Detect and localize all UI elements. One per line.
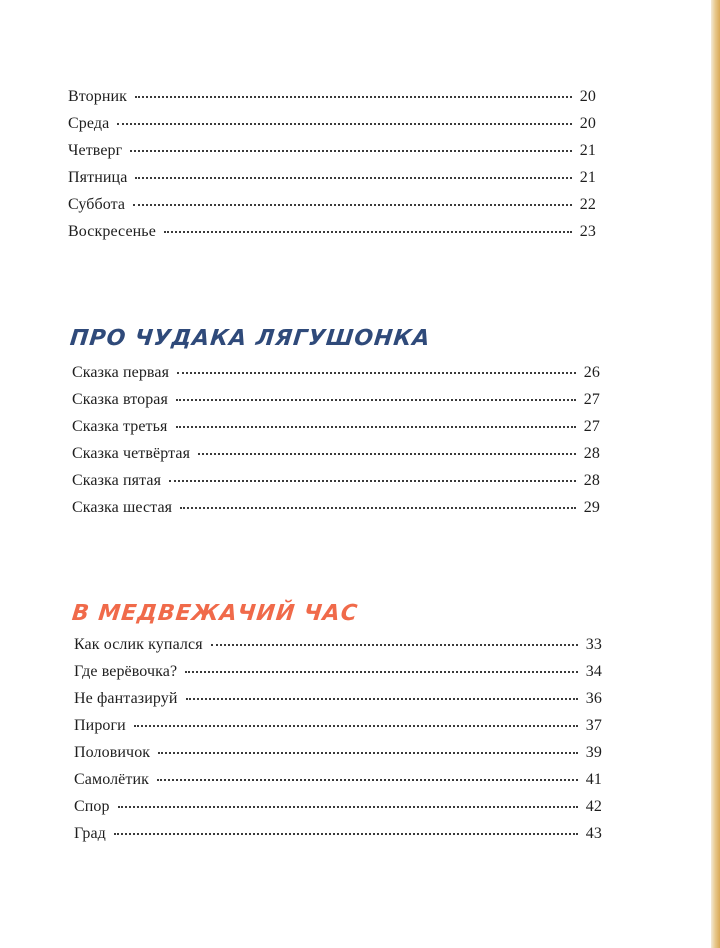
toc-entry[interactable] [72, 472, 600, 499]
toc-entry[interactable] [74, 771, 602, 798]
dot-leader [135, 177, 571, 179]
dot-leader [114, 833, 578, 835]
toc-entry-title: Среда [68, 115, 110, 132]
toc-entry-page: 29 [583, 499, 600, 516]
toc-entry-title: Пятница [68, 169, 128, 186]
toc-entry-page: 28 [583, 472, 600, 489]
dot-leader [169, 480, 576, 482]
toc-entry[interactable] [68, 223, 596, 250]
toc-entry-page: 23 [579, 223, 596, 240]
section-title-bear-hour: В МЕДВЕЖАЧИЙ ЧАС [70, 601, 360, 626]
toc-entry-page: 27 [583, 391, 600, 408]
toc-entry[interactable] [68, 142, 596, 169]
section-title-frog: ПРО ЧУДАКА ЛЯГУШОНКА [68, 326, 432, 351]
dot-leader [157, 779, 578, 781]
toc-entry-page: 21 [579, 142, 596, 159]
toc-entry[interactable] [72, 391, 600, 418]
toc-entry-title: Самолётик [74, 771, 150, 788]
dot-leader [130, 150, 571, 152]
toc-entry-title: Воскресенье [68, 223, 156, 240]
toc-entry[interactable] [74, 798, 602, 825]
dot-leader [117, 123, 571, 125]
toc-entry-page: 41 [585, 771, 602, 788]
toc-entry[interactable] [72, 418, 600, 445]
toc-entry-title: Четверг [68, 142, 123, 159]
toc-entry[interactable] [72, 364, 600, 391]
toc-entry-page: 22 [579, 196, 596, 213]
toc-entry-page: 21 [579, 169, 596, 186]
toc-entry-title: Сказка вторая [72, 391, 168, 408]
toc-entry-title: Пироги [74, 717, 126, 734]
toc-entry-page: 20 [579, 88, 596, 105]
toc-entry-title: Суббота [68, 196, 126, 213]
toc-entry-title: Сказка пятая [72, 472, 162, 489]
toc-entry[interactable] [74, 690, 602, 717]
dot-leader [180, 507, 576, 509]
dot-leader [198, 453, 576, 455]
toc-entry-title: Где верёвочка? [74, 663, 178, 680]
toc-entry[interactable] [68, 88, 596, 115]
page-edge [711, 0, 720, 948]
toc-section2-list [74, 636, 602, 852]
toc-entry-page: 34 [585, 663, 602, 680]
toc-entry-page: 37 [585, 717, 602, 734]
toc-entry-page: 20 [579, 115, 596, 132]
toc-section1-list [72, 364, 600, 526]
dot-leader [176, 426, 576, 428]
dot-leader [176, 399, 576, 401]
toc-entry[interactable] [74, 636, 602, 663]
toc-week-list [68, 88, 596, 250]
dot-leader [185, 671, 578, 673]
toc-entry-title: Сказка шестая [72, 499, 173, 516]
dot-leader [118, 806, 578, 808]
toc-entry[interactable] [72, 499, 600, 526]
toc-entry[interactable] [72, 445, 600, 472]
toc-entry-page: 28 [583, 445, 600, 462]
toc-entry-title: Сказка третья [72, 418, 168, 435]
toc-entry-page: 43 [585, 825, 602, 842]
toc-entry-page: 26 [583, 364, 600, 381]
toc-entry-page: 39 [585, 744, 602, 761]
toc-entry[interactable] [68, 196, 596, 223]
dot-leader [158, 752, 578, 754]
dot-leader [211, 644, 578, 646]
dot-leader [177, 372, 576, 374]
toc-entry-title: Град [74, 825, 106, 842]
toc-entry-page: 36 [585, 690, 602, 707]
toc-entry[interactable] [74, 663, 602, 690]
toc-entry-page: 42 [585, 798, 602, 815]
toc-entry[interactable] [68, 115, 596, 142]
toc-entry-title: Сказка четвёртая [72, 445, 191, 462]
toc-entry[interactable] [68, 169, 596, 196]
dot-leader [135, 96, 572, 98]
toc-entry-page: 33 [585, 636, 602, 653]
toc-entry[interactable] [74, 825, 602, 852]
toc-entry-title: Не фантазируй [74, 690, 178, 707]
dot-leader [133, 204, 572, 206]
toc-entry-title: Половичок [74, 744, 151, 761]
toc-entry-title: Как ослик купался [74, 636, 203, 653]
dot-leader [134, 725, 578, 727]
toc-entry[interactable] [74, 717, 602, 744]
toc-entry-title: Вторник [68, 88, 128, 105]
toc-entry-title: Спор [74, 798, 110, 815]
toc-entry-title: Сказка первая [72, 364, 170, 381]
dot-leader [186, 698, 578, 700]
toc-entry-page: 27 [583, 418, 600, 435]
toc-entry[interactable] [74, 744, 602, 771]
dot-leader [164, 231, 572, 233]
